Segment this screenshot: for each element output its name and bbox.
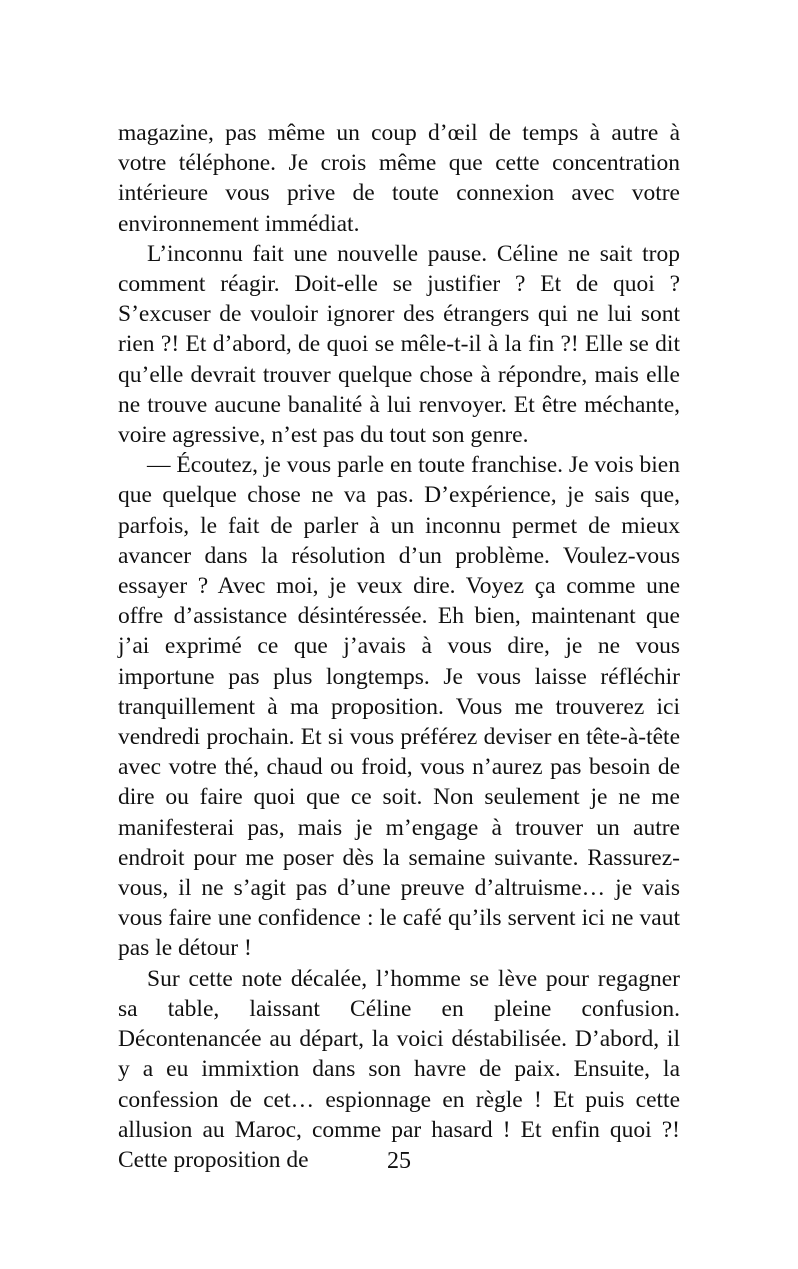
paragraph-4: Sur cette note décalée, l’homme se lève pour regagner sa table, laissant Céline en pleine confusion. Décontenancée au départ, la voici déstabilisée. D’abord, il y a eu immixtion dans son havre de paix. Ensuite, la confession de cet… espionnage en règle ! Et puis cette allusion au Maroc, comme par hasard ! Et enfin quoi ?! Cette proposition de: [118, 965, 680, 1173]
page-body: [118, 118, 680, 1175]
paragraph-1: magazine, pas même un coup d’œil de temps à autre à votre téléphone. Je crois même que cette concentration intérieure vous prive de toute connexion avec votre environnement immédiat.: [118, 120, 680, 237]
page-number: 25: [387, 1148, 411, 1174]
paragraph-3: — Écoutez, je vous parle en toute franchise. Je vois bien que quelque chose ne va pas. D’expérience, je sais que, parfois, le fait de parler à un inconnu permet de mieux avancer dans la résolution d’un problème. Voulez-vous essayer ? Avec moi, je veux dire. Voyez ça comme une offre d’assistance désintéressée. Eh bien, maintenant que j’ai exprimé ce que j’avais à vous dire, je ne vous importune pas plus longtemps. Je vous laisse réfléchir tranquillement à ma proposition. Vous me trouverez ici vendredi prochain. Et si vous préférez deviser en tête-à-tête avec votre thé, chaud ou froid, vous n’aurez pas besoin de dire ou faire quoi que ce soit. Non seulement je ne me manifesterai pas, mais je m’engage à trouver un autre endroit pour me poser dès la semaine suivante. Rassurez-vous, il ne s’agit pas d’une preuve d’altruisme… je vais vous faire une confidence : le café qu’ils servent ici ne vaut pas le détour !: [118, 452, 680, 962]
paragraph-2: L’inconnu fait une nouvelle pause. Céline ne sait trop comment réagir. Doit-elle se justifier ? Et de quoi ? S’excuser de vouloir ignorer des étrangers qui ne lui sont rien ?! Et d’abord, de quoi se mêle-t-il à la fin ?! Elle se dit qu’elle devrait trouver quelque chose à répondre, mais elle ne trouve aucune banalité à lui renvoyer. Et être méchante, voire agressive, n’est pas du tout son genre.: [118, 240, 680, 449]
